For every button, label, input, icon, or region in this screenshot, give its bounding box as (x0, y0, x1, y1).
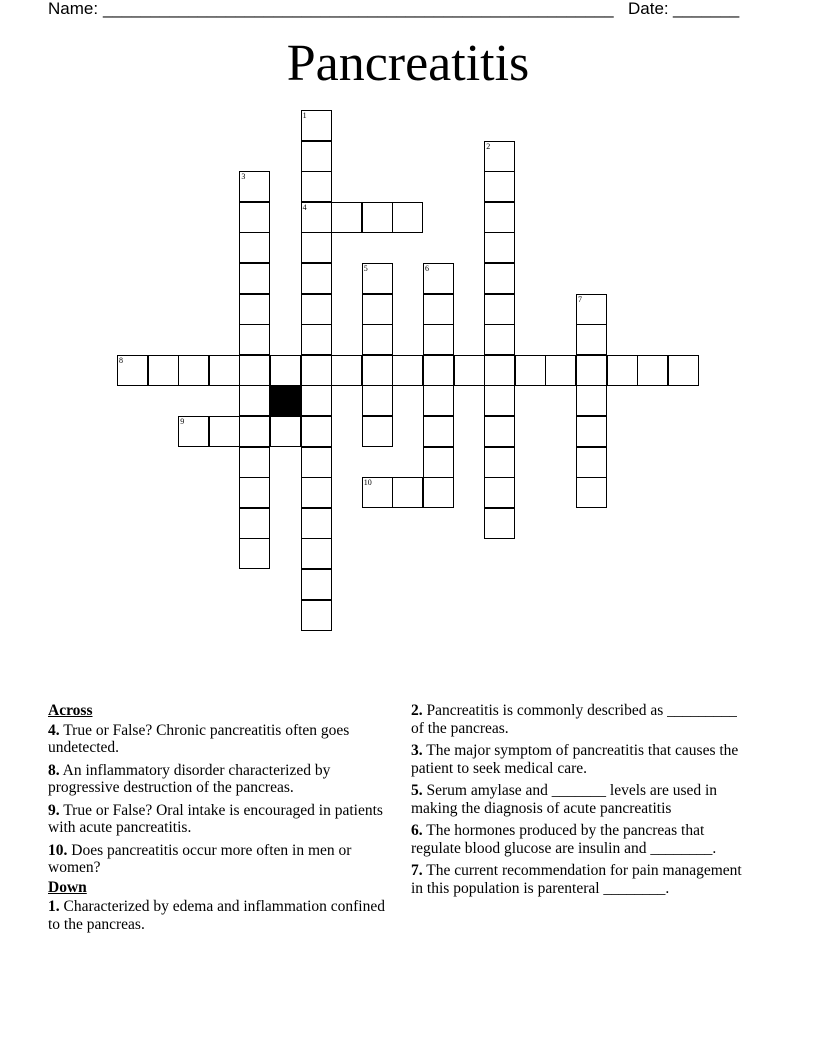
grid-cell[interactable] (239, 202, 270, 233)
date-label: Date: (628, 0, 669, 18)
grid-cell[interactable] (423, 477, 454, 508)
grid-cell[interactable] (301, 385, 332, 416)
clue-number: 3. (411, 742, 423, 759)
clue-text: Characterized by edema and inflammation confined to the pancreas. (48, 898, 385, 933)
clue-number-label: 8 (119, 355, 123, 365)
grid-cell[interactable] (423, 355, 454, 386)
grid-cell[interactable] (301, 110, 332, 141)
clue-text: Does pancreatitis occur more often in men or women? (48, 841, 352, 876)
clue-text: True or False? Oral intake is encouraged in patients with acute pancreatitis. (48, 801, 383, 836)
clue-number: 2. (411, 702, 423, 719)
grid-cell[interactable] (362, 416, 393, 447)
grid-cell[interactable] (454, 355, 485, 386)
clue-text: The current recommendation for pain management in this population is parenteral ________. (411, 862, 742, 897)
clue-number-label: 4 (302, 202, 307, 212)
grid-cell[interactable] (239, 477, 270, 508)
shaded-cell (270, 385, 301, 416)
grid-cell[interactable] (178, 355, 209, 386)
clue-number: 1. (48, 898, 60, 915)
clue-number: 4. (48, 721, 60, 739)
name-blank-line[interactable]: ______________________________________________________ (103, 0, 614, 18)
grid-cell[interactable] (117, 355, 148, 386)
grid-cell[interactable] (301, 569, 332, 600)
clue-number-label: 10 (363, 478, 372, 488)
grid-cell[interactable] (362, 294, 393, 325)
clue-across-4 (48, 722, 388, 757)
clue-down-3 (411, 742, 751, 777)
clue-down-6 (411, 822, 751, 857)
grid-cell[interactable] (362, 202, 393, 233)
grid-cell[interactable] (239, 324, 270, 355)
clue-number-label: 7 (578, 294, 582, 304)
grid-cell[interactable] (301, 477, 332, 508)
grid-cell[interactable] (392, 477, 423, 508)
grid-cell[interactable] (270, 416, 301, 447)
clue-across-8 (48, 762, 388, 797)
grid-cell[interactable] (239, 447, 270, 478)
grid-cell[interactable] (362, 355, 393, 386)
grid-cell[interactable] (270, 355, 301, 386)
clue-down-7 (411, 862, 751, 897)
grid-cell[interactable] (362, 263, 393, 294)
grid-cell[interactable] (484, 385, 515, 416)
clue-number: 7. (411, 862, 423, 879)
clue-number-label: 9 (180, 417, 185, 426)
grid-cell[interactable] (576, 416, 607, 447)
grid-cell[interactable] (239, 232, 270, 263)
grid-cell[interactable] (301, 416, 332, 447)
grid-cell[interactable] (423, 324, 454, 355)
grid-cell[interactable] (301, 294, 332, 325)
clue-across-10 (48, 842, 388, 877)
clue-number-label: 1 (302, 111, 307, 120)
clue-number: 10. (48, 841, 68, 859)
grid-cell[interactable] (484, 263, 515, 294)
grid-cell[interactable] (301, 600, 332, 631)
grid-cell[interactable] (301, 171, 332, 202)
grid-cell[interactable] (484, 294, 515, 325)
clue-number-label: 2 (486, 141, 491, 151)
grid-cell[interactable] (362, 385, 393, 416)
across-heading: Across (48, 702, 93, 719)
grid-cell[interactable] (362, 477, 393, 508)
clue-text: True or False? Chronic pancreatitis often goes undetected. (48, 721, 350, 756)
grid-cell[interactable] (423, 416, 454, 447)
grid-cell[interactable] (576, 324, 607, 355)
grid-cell[interactable] (239, 355, 270, 386)
clues-column-left (48, 702, 388, 938)
grid-cell[interactable] (484, 416, 515, 447)
grid-cell[interactable] (484, 232, 515, 263)
clue-text: Pancreatitis is commonly described as _________ of the pancreas. (411, 702, 737, 737)
grid-cell[interactable] (576, 447, 607, 478)
down-heading: Down (48, 878, 87, 896)
grid-cell[interactable] (607, 355, 638, 386)
grid-cell[interactable] (239, 263, 270, 294)
clue-text: The hormones produced by the pancreas that regulate blood glucose are insulin and ________. (411, 822, 717, 857)
grid-cell[interactable] (484, 171, 515, 202)
grid-cell[interactable] (301, 141, 332, 172)
clue-down-2 (411, 702, 751, 737)
grid-cell[interactable] (545, 355, 576, 386)
grid-cell[interactable] (239, 171, 270, 202)
clue-down-5 (411, 782, 751, 817)
grid-cell[interactable] (301, 232, 332, 263)
grid-cell[interactable] (484, 355, 515, 386)
clue-number: 5. (411, 782, 423, 799)
grid-cell[interactable] (209, 416, 240, 447)
grid-cell[interactable] (484, 447, 515, 478)
grid-cell[interactable] (301, 447, 332, 478)
grid-cell[interactable] (239, 294, 270, 325)
date-blank-line[interactable]: _______ (673, 0, 740, 18)
clue-across-9 (48, 802, 388, 837)
clue-text: Serum amylase and _______ levels are used in making the diagnosis of acute pancreatitis (411, 782, 718, 817)
grid-cell[interactable] (484, 141, 515, 172)
grid-cell[interactable] (484, 324, 515, 355)
grid-cell[interactable] (331, 355, 362, 386)
grid-cell[interactable] (178, 416, 209, 447)
page-title: Pancreatitis (286, 35, 530, 92)
grid-cell[interactable] (392, 202, 423, 233)
clue-text: The major symptom of pancreatitis that causes the patient to seek medical care. (411, 742, 739, 777)
grid-cell[interactable] (209, 355, 240, 386)
clue-down-1 (48, 898, 388, 933)
grid-cell[interactable] (331, 202, 362, 233)
clue-text: An inflammatory disorder characterized by progressive destruction of the pancreas. (48, 761, 331, 796)
grid-cell[interactable] (301, 324, 332, 355)
grid-cell[interactable] (423, 294, 454, 325)
grid-cell[interactable] (484, 508, 515, 539)
grid-cell[interactable] (668, 355, 699, 386)
grid-cell[interactable] (423, 385, 454, 416)
grid-cell[interactable] (637, 355, 668, 386)
clue-number-label: 5 (363, 264, 368, 273)
grid-cell[interactable] (515, 355, 546, 386)
grid-cell[interactable] (239, 416, 270, 447)
grid-cell[interactable] (301, 508, 332, 539)
clue-number-label: 3 (241, 172, 246, 182)
clue-number-label: 6 (425, 264, 429, 273)
grid-cell[interactable] (301, 263, 332, 294)
grid-cell[interactable] (576, 477, 607, 508)
grid-cell[interactable] (148, 355, 179, 386)
grid-cell[interactable] (301, 355, 332, 386)
clue-number: 8. (48, 761, 60, 779)
grid-cell[interactable] (423, 263, 454, 294)
grid-cell[interactable] (239, 508, 270, 539)
grid-cell[interactable] (239, 385, 270, 416)
name-label: Name: (48, 0, 99, 18)
grid-cell[interactable] (576, 355, 607, 386)
clue-number: 6. (411, 822, 423, 839)
grid-cell[interactable] (301, 538, 332, 569)
grid-cell[interactable] (301, 202, 332, 233)
grid-cell[interactable] (423, 447, 454, 478)
grid-cell[interactable] (239, 538, 270, 569)
clues-column-right (411, 702, 751, 902)
grid-cell[interactable] (576, 294, 607, 325)
grid-cell[interactable] (576, 385, 607, 416)
clue-number: 9. (48, 801, 60, 819)
grid-cell[interactable] (392, 355, 423, 386)
grid-cell[interactable] (484, 202, 515, 233)
grid-cell[interactable] (362, 324, 393, 355)
grid-cell[interactable] (484, 477, 515, 508)
